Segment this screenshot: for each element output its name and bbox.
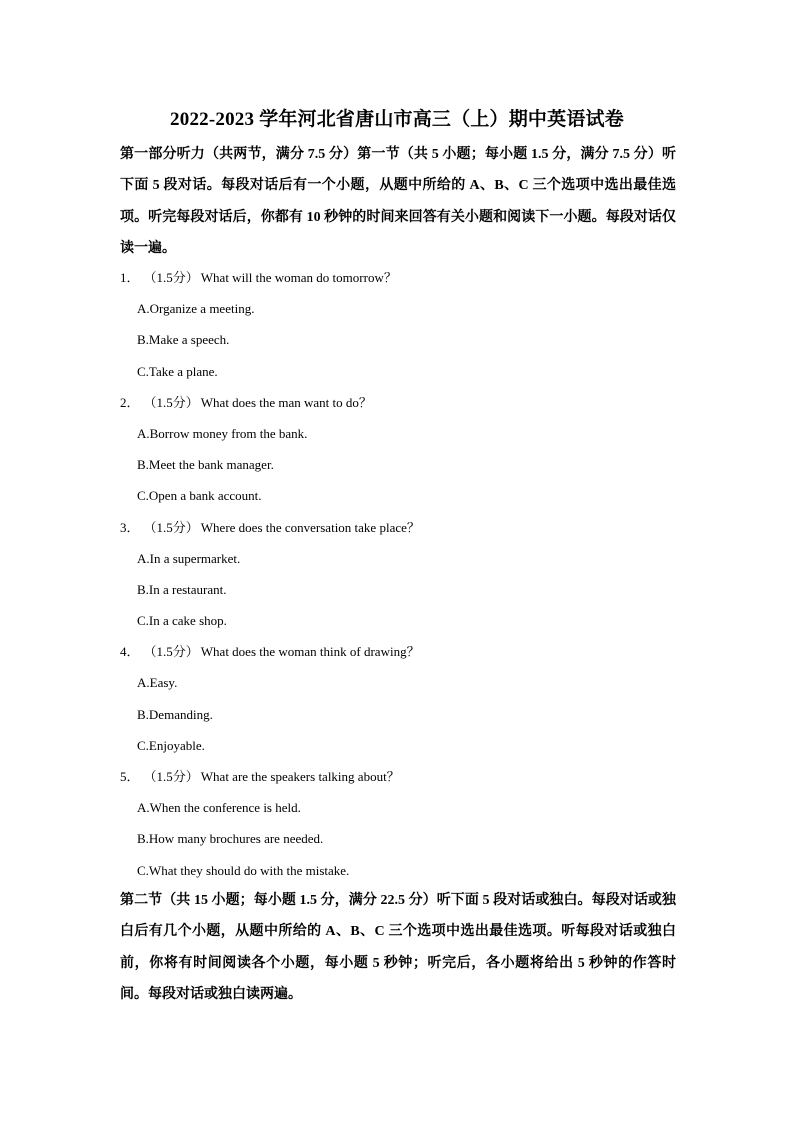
question-1 bbox=[120, 265, 680, 390]
option-c: C.What they should do with the mistake. bbox=[137, 862, 350, 878]
question-score: （1.5分） bbox=[143, 644, 199, 660]
question-text: What does the woman think of drawing？ bbox=[200, 644, 420, 660]
question-score: （1.5分） bbox=[143, 270, 199, 285]
option-a: A.Borrow money from the bank. bbox=[137, 425, 308, 441]
question-stem bbox=[120, 515, 680, 546]
question-2 bbox=[120, 390, 680, 515]
question-stem bbox=[120, 639, 680, 670]
option-a: A.When the conference is held. bbox=[137, 800, 301, 816]
question-stem bbox=[120, 764, 680, 795]
question-text: What will the woman do tomorrow？ bbox=[200, 270, 397, 285]
question-list bbox=[120, 265, 680, 889]
option-a: A.Easy. bbox=[137, 675, 178, 691]
question-5 bbox=[120, 764, 680, 889]
option-c: C.Take a plane. bbox=[137, 363, 218, 379]
option-b: B.Demanding. bbox=[137, 706, 213, 722]
option-b: B.Meet the bank manager. bbox=[137, 457, 274, 473]
question-number: 3． bbox=[120, 519, 140, 535]
option-b: B.How many brochures are needed. bbox=[137, 831, 324, 847]
question-stem bbox=[120, 265, 680, 296]
option-a: A.In a supermarket. bbox=[137, 550, 241, 566]
option-c: C.Enjoyable. bbox=[137, 737, 205, 753]
question-text: What does the man want to do？ bbox=[200, 394, 372, 410]
page-title: 2022-2023 学年河北省唐山市高三（上）期中英语试卷 bbox=[170, 109, 624, 130]
question-score: （1.5分） bbox=[143, 769, 199, 784]
question-number: 5． bbox=[120, 769, 140, 784]
section1-instructions: 第一部分听力（共两节，满分 7.5 分）第一节（共 5 小题；每小题 1.5 分，满分 7.5 分）听下面 5 段对话。每段对话后有一个小题，从题中所给的 A、B、C 三个选项中选出最佳选项。听完每段对话后，你都有 10 秒钟的时间来回答有关小题和阅读下一小题。每段对话仅读一遍。 bbox=[120, 147, 676, 256]
question-text: Where does the conversation take place？ bbox=[200, 519, 420, 535]
question-4 bbox=[120, 639, 680, 764]
question-3 bbox=[120, 515, 680, 640]
question-score: （1.5分） bbox=[143, 519, 199, 535]
section2-instructions: 第二节（共 15 小题；每小题 1.5 分，满分 22.5 分）听下面 5 段对话或独白。每段对话或独白后有几个小题，从题中所给的 A、B、C 三个选项中选出最佳选项。听每段对话或独白前，你将有时间阅读各个小题，每小题 5 秒钟；听完后，各小题将给出 5 秒钟的作答时间。每段对话或独白读两遍。 bbox=[120, 893, 676, 1002]
question-score: （1.5分） bbox=[143, 394, 199, 410]
option-b: B.In a restaurant. bbox=[137, 581, 227, 597]
question-text: What are the speakers talking about？ bbox=[200, 769, 400, 784]
option-c: C.In a cake shop. bbox=[137, 613, 227, 629]
option-b: B.Make a speech. bbox=[137, 332, 230, 348]
option-c: C.Open a bank account. bbox=[137, 488, 262, 504]
question-number: 4． bbox=[120, 644, 140, 660]
question-stem bbox=[120, 390, 680, 421]
question-number: 2． bbox=[120, 394, 140, 410]
question-number: 1． bbox=[120, 270, 140, 285]
option-a: A.Organize a meeting. bbox=[137, 301, 255, 317]
